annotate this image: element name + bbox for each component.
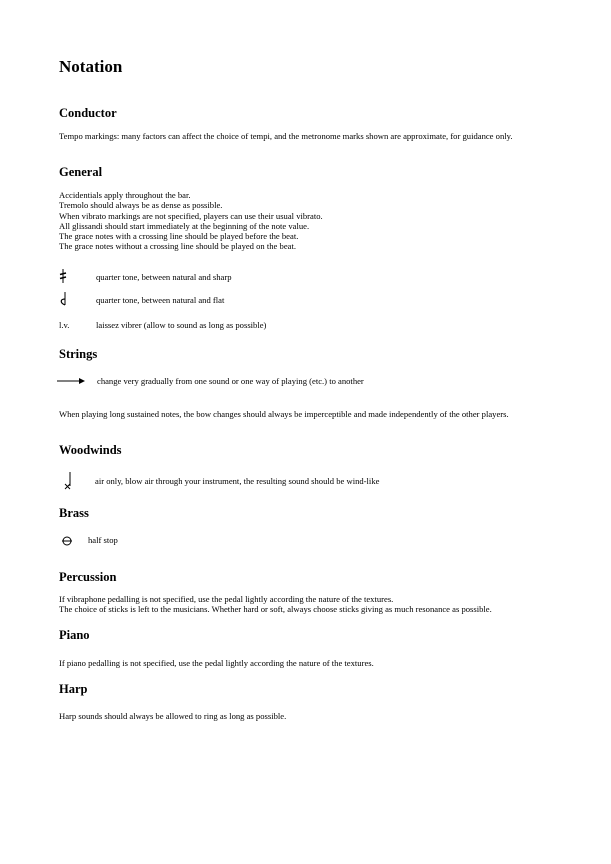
lv-desc: laissez vibrer (allow to sound as long as possible) — [96, 320, 267, 330]
general-text — [59, 190, 559, 252]
general-line: Tremolo should always be as dense as possible. — [59, 200, 223, 211]
arrow-icon — [57, 376, 87, 386]
harp-text: Harp sounds should always be allowed to ring as long as possible. — [59, 711, 287, 721]
quarter-sharp-desc: quarter tone, between natural and sharp — [96, 272, 232, 282]
quarter-sharp-icon — [59, 268, 89, 284]
strings-arrow-desc: change very gradually from one sound or one way of playing (etc.) to another — [97, 376, 364, 386]
general-line: Accidentials apply throughout the bar. — [59, 190, 191, 200]
lv-symbol: l.v. — [59, 320, 70, 330]
percussion-heading: Percussion — [59, 570, 117, 584]
general-heading: General — [59, 165, 103, 179]
air-note-icon — [62, 471, 76, 493]
half-stop-icon — [61, 535, 73, 547]
quarter-flat-icon — [59, 291, 89, 307]
quarter-flat-desc: quarter tone, between natural and flat — [96, 295, 225, 305]
harp-heading: Harp — [59, 682, 88, 696]
general-line: The grace notes without a crossing line should be played on the beat. — [59, 241, 296, 252]
percussion-line: The choice of sticks is left to the musicians. Whether hard or soft, always choose sticks giving as much resonance as possible. — [59, 604, 492, 615]
piano-heading: Piano — [59, 628, 90, 642]
woodwinds-heading: Woodwinds — [59, 443, 122, 457]
general-line: When vibrato markings are not specified, players can use their usual vibrato. — [59, 210, 323, 221]
strings-text: When playing long sustained notes, the bow changes should always be imperceptible and made independently of the other players. — [59, 409, 509, 419]
percussion-text — [59, 594, 559, 615]
general-line: The grace notes with a crossing line should be played before the beat. — [59, 231, 299, 242]
general-line: All glissandi should start immediately at the beginning of the note value. — [59, 220, 310, 231]
conductor-heading: Conductor — [59, 106, 117, 120]
piano-text: If piano pedalling is not specified, use the pedal lightly according the nature of the textures. — [59, 658, 374, 668]
brass-desc: half stop — [88, 535, 118, 545]
page-title: Notation — [59, 57, 123, 76]
conductor-text: Tempo markings: many factors can affect the choice of tempi, and the metronome marks shown are approximate, for guidance only. — [59, 131, 513, 141]
woodwinds-desc: air only, blow air through your instrument, the resulting sound should be wind-like — [95, 476, 380, 486]
strings-heading: Strings — [59, 347, 98, 361]
percussion-line: If vibraphone pedalling is not specified, use the pedal lightly according the nature of the textures. — [59, 594, 394, 604]
brass-heading: Brass — [59, 506, 89, 520]
